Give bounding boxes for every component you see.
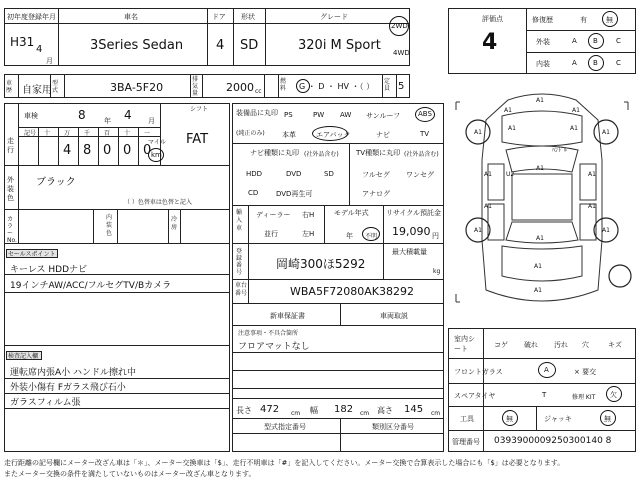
exterior-color: ブラック <box>36 177 76 188</box>
first-reg-month-unit: 月 <box>46 57 53 65</box>
displacement-unit: cc <box>255 88 262 95</box>
tools-none: 無 <box>506 415 513 423</box>
capacity: 5 <box>398 81 405 92</box>
exterior-grade-c: C <box>616 37 621 45</box>
interior-color-label: 内装色 <box>106 214 113 237</box>
damage-mark-14: A1 <box>588 203 596 210</box>
equip-tv: TV <box>420 130 430 138</box>
recycle-value: 19,090 <box>392 225 431 238</box>
sheet-tear: 破れ <box>524 341 538 349</box>
shift-label: シフト <box>190 106 209 113</box>
mileage-unit-mile: マイル <box>148 139 166 146</box>
mileage-digit-label: 十 <box>124 130 131 137</box>
height-label: 高さ <box>377 406 393 415</box>
damage-mark-2: A1 <box>504 107 512 114</box>
interior-score-label: 内装 <box>536 60 550 68</box>
interior-sheet-label: 室内シート <box>454 335 475 353</box>
footer-note-2: またメーター交換の条件を満たしていないものはメーター改ざん車となります。 <box>4 470 256 478</box>
usage: 自家用 <box>22 85 52 96</box>
fuel-label: 燃料 <box>280 78 287 92</box>
vehicle-manual: 車両取説 <box>380 312 408 320</box>
equip-leather: 本革 <box>282 131 296 139</box>
shape: SD <box>240 38 259 53</box>
new-car-warranty: 新車保証書 <box>270 312 305 320</box>
inspection-year-unit: 年 <box>104 117 111 125</box>
mileage-label: 走行 <box>7 137 14 154</box>
navi-label: ナビ種類に丸印 <box>250 149 299 157</box>
type-designation-label: 型式指定番号 <box>264 423 306 431</box>
displacement-label: 排気量 <box>192 76 199 97</box>
management-number: 0393900009250300140 8 <box>494 436 612 446</box>
usage-label: 車歴 <box>6 80 13 94</box>
equip-sunroof: サンルーフ <box>366 112 401 120</box>
exterior-score-label: 外装 <box>536 38 550 46</box>
mileage-unit-km: km <box>151 151 162 159</box>
score-value: 4 <box>482 30 498 55</box>
model-year-label: モデル年式 <box>334 209 369 217</box>
spare-tire-mark <box>609 265 631 287</box>
width: 182 <box>334 404 354 415</box>
drive-2wd: 2WD <box>391 22 408 30</box>
equip-abs: ABS <box>418 110 432 118</box>
damage-mark-8: A1 <box>484 171 492 178</box>
tv-fullseg: フルセグ <box>362 171 390 179</box>
repair-label: 修復歴 <box>532 16 553 24</box>
sheet-burn: コゲ <box>494 341 508 349</box>
spare-tire-none: 欠 <box>610 391 617 399</box>
jack-label: ジャッキ <box>544 415 572 423</box>
navi-dvd-play: DVD再生可 <box>276 190 313 198</box>
notes-label: 注意事項・不具合箇所 <box>238 330 299 337</box>
damage-mark-6: A1 <box>508 125 516 132</box>
damage-mark-12: A1 <box>602 227 610 234</box>
footer-note-1: 走行距離の記号欄にメーター改ざん車は「＊」、メーター交換車は「$」、走行不明車は「#」を記入してください。メーター交換で合算表示した場合にも「$」は必要となります。 <box>4 459 565 467</box>
damage-mark-19: ﾊﾝﾄﾞﾙ <box>552 147 568 154</box>
interior-grade-a: A <box>572 59 577 67</box>
tv-oneseg: ワンセグ <box>406 171 434 179</box>
damage-mark-5: A1 <box>602 129 610 136</box>
notes-line: フロアマットなし <box>238 342 310 352</box>
tv-label: TV種類に丸印 <box>356 149 401 157</box>
front-glass-label: フロントガラス <box>454 368 503 376</box>
first-reg-year: H31 <box>10 35 35 49</box>
exterior-note: （ ）色替車は色替と記入 <box>124 199 192 206</box>
displacement: 2000 <box>226 81 254 94</box>
sheet-dirt: 汚れ <box>554 341 568 349</box>
import-parallel: 並行 <box>264 230 278 238</box>
mileage-digit-label: 十 <box>44 130 51 137</box>
interior-grade-c: C <box>616 59 621 67</box>
chassis-label: 車台番号 <box>235 282 248 297</box>
height-unit: cm <box>431 410 441 417</box>
mileage-digit-label: 千 <box>84 130 91 137</box>
navi-hdd: HDD <box>246 170 263 178</box>
damage-mark-1: A1 <box>536 97 544 104</box>
mileage-digit: 0 <box>103 143 112 158</box>
spare-tire-kit: 修理 KIT <box>572 394 596 401</box>
recycle-label: リサイクル預託金 <box>386 209 442 217</box>
length: 472 <box>260 404 280 415</box>
navi-sub: (社外品含む) <box>304 151 339 158</box>
equipment-label: 装備品に丸印 <box>236 109 278 117</box>
car-name-label: 車名 <box>124 13 138 21</box>
reg-number: 岡崎300ほ5292 <box>276 257 366 271</box>
model: 3BA-5F20 <box>110 81 164 94</box>
navi-dvd: DVD <box>286 170 302 178</box>
equip-pw: PW <box>313 111 325 119</box>
sales-points-label: セールスポイント <box>8 251 56 258</box>
equipment-sub: (純正のみ) <box>236 130 265 137</box>
inspector-note-2: 外装小傷有 Fガラス飛び石小 <box>10 383 126 393</box>
shape-label: 形状 <box>241 13 255 21</box>
equip-aw: AW <box>340 111 352 119</box>
drive-4wd: 4WD <box>393 49 410 57</box>
mileage-digit: 8 <box>83 143 92 158</box>
inspector-note-3: ガラスフィルム張 <box>10 398 81 408</box>
damage-mark-17: A1 <box>534 263 542 270</box>
model-label: 型式 <box>52 80 59 94</box>
interior-grade-b: B <box>593 59 598 67</box>
chassis-number: WBA5F72080AK38292 <box>290 285 414 298</box>
car-name: 3Series Sedan <box>90 38 184 53</box>
first-reg-month: 4 <box>36 44 43 55</box>
grade: 320i M Sport <box>298 38 381 53</box>
spare-tire-t: T <box>542 391 547 399</box>
inspection-month-unit: 月 <box>148 117 155 125</box>
first-reg-label: 初年度登録年月 <box>7 13 56 21</box>
width-unit: cm <box>360 410 370 417</box>
mileage-digit: 0 <box>143 143 152 158</box>
damage-mark-3: A1 <box>572 107 580 114</box>
capacity-label: 定員 <box>384 78 391 92</box>
spare-tire-label: スペアタイヤ <box>454 392 496 400</box>
color-no-label: カラーNo. <box>7 216 17 244</box>
mileage-digit-label: 万 <box>64 130 71 137</box>
doors: 4 <box>216 38 225 53</box>
sheet-hole: 穴 <box>582 341 589 349</box>
inspection-year: 8 <box>78 108 86 122</box>
exterior-label: 外装色 <box>7 176 14 202</box>
door-label: ドア <box>212 13 226 21</box>
tv-sub: (社外品含む) <box>404 151 439 158</box>
damage-mark-11: A1 <box>474 227 482 234</box>
width-label: 幅 <box>310 406 318 415</box>
damage-mark-13: A1 <box>484 203 492 210</box>
mileage-digit-label: 一 <box>144 130 151 137</box>
inspector-notes-label: 検査記入欄 <box>8 353 39 360</box>
inspector-note-1: 運転席内張A小 ハンドル擦れ中 <box>10 368 137 378</box>
model-year-unit: 年 <box>346 232 353 240</box>
car-body-outline <box>482 94 602 301</box>
damage-mark-4: A1 <box>474 129 482 136</box>
repair-yes: 有 <box>580 16 587 24</box>
mileage-digit-label: 記号 <box>24 130 37 137</box>
model-year-unknown: 不明 <box>365 233 378 240</box>
sheet-scratch: キズ <box>608 341 622 349</box>
navi-sd: SD <box>324 170 334 178</box>
import-label: 輸入車 <box>236 209 243 232</box>
reg-number-label: 登録番号 <box>236 248 243 276</box>
import-right: 右H <box>302 211 315 219</box>
mileage-digit: 4 <box>63 143 72 158</box>
navi-cd: CD <box>248 189 259 197</box>
car-damage-diagram <box>448 80 636 324</box>
equip-airbag: エアバック <box>316 131 351 139</box>
import-dealer: ディーラー <box>256 211 291 219</box>
fuel-options: G ・ D ・ HV ・（ ） <box>299 82 375 91</box>
management-label: 管理番号 <box>452 438 480 446</box>
height: 145 <box>404 404 424 415</box>
sales-point-2: 19インチAW/ACC/フルセグTV/Bカメラ <box>10 281 172 291</box>
inspection-label: 車検 <box>24 112 38 120</box>
tools-label: 工具 <box>460 415 474 423</box>
jack-none: 無 <box>604 415 611 423</box>
exterior-grade-a: A <box>572 37 577 45</box>
exterior-grade-b: B <box>593 37 598 45</box>
max-load-unit: kg <box>433 268 441 275</box>
damage-mark-18: A1 <box>534 287 542 294</box>
tv-analog: アナログ <box>362 190 390 198</box>
inspection-month: 4 <box>124 108 132 122</box>
grade-label: グレード <box>320 13 348 21</box>
front-glass-replace: × 要交 <box>574 368 597 376</box>
damage-mark-16: U2 <box>506 171 515 178</box>
class-number-label: 類別区分番号 <box>372 423 414 431</box>
equip-ps: PS <box>284 111 293 119</box>
length-label: 長さ <box>236 406 252 415</box>
mileage-digit-label: 百 <box>104 130 111 137</box>
score-label: 評価点 <box>482 15 503 23</box>
max-load-label: 最大積載量 <box>392 248 427 256</box>
cold-label: 冷房 <box>171 216 178 231</box>
shift-value: FAT <box>186 132 209 147</box>
import-left: 左H <box>302 230 315 238</box>
repair-no: 無 <box>606 16 613 24</box>
damage-mark-15: A1 <box>536 235 544 242</box>
front-glass-a: A <box>544 366 549 374</box>
damage-mark-10: A1 <box>536 165 544 172</box>
mileage-digit: 0 <box>123 143 132 158</box>
recycle-unit: 円 <box>432 232 439 240</box>
equip-navi: ナビ <box>376 131 390 139</box>
damage-mark-7: A1 <box>570 125 578 132</box>
sales-point-1: キーレス HDDナビ <box>10 265 88 275</box>
damage-mark-9: A1 <box>588 171 596 178</box>
length-unit: cm <box>291 410 301 417</box>
